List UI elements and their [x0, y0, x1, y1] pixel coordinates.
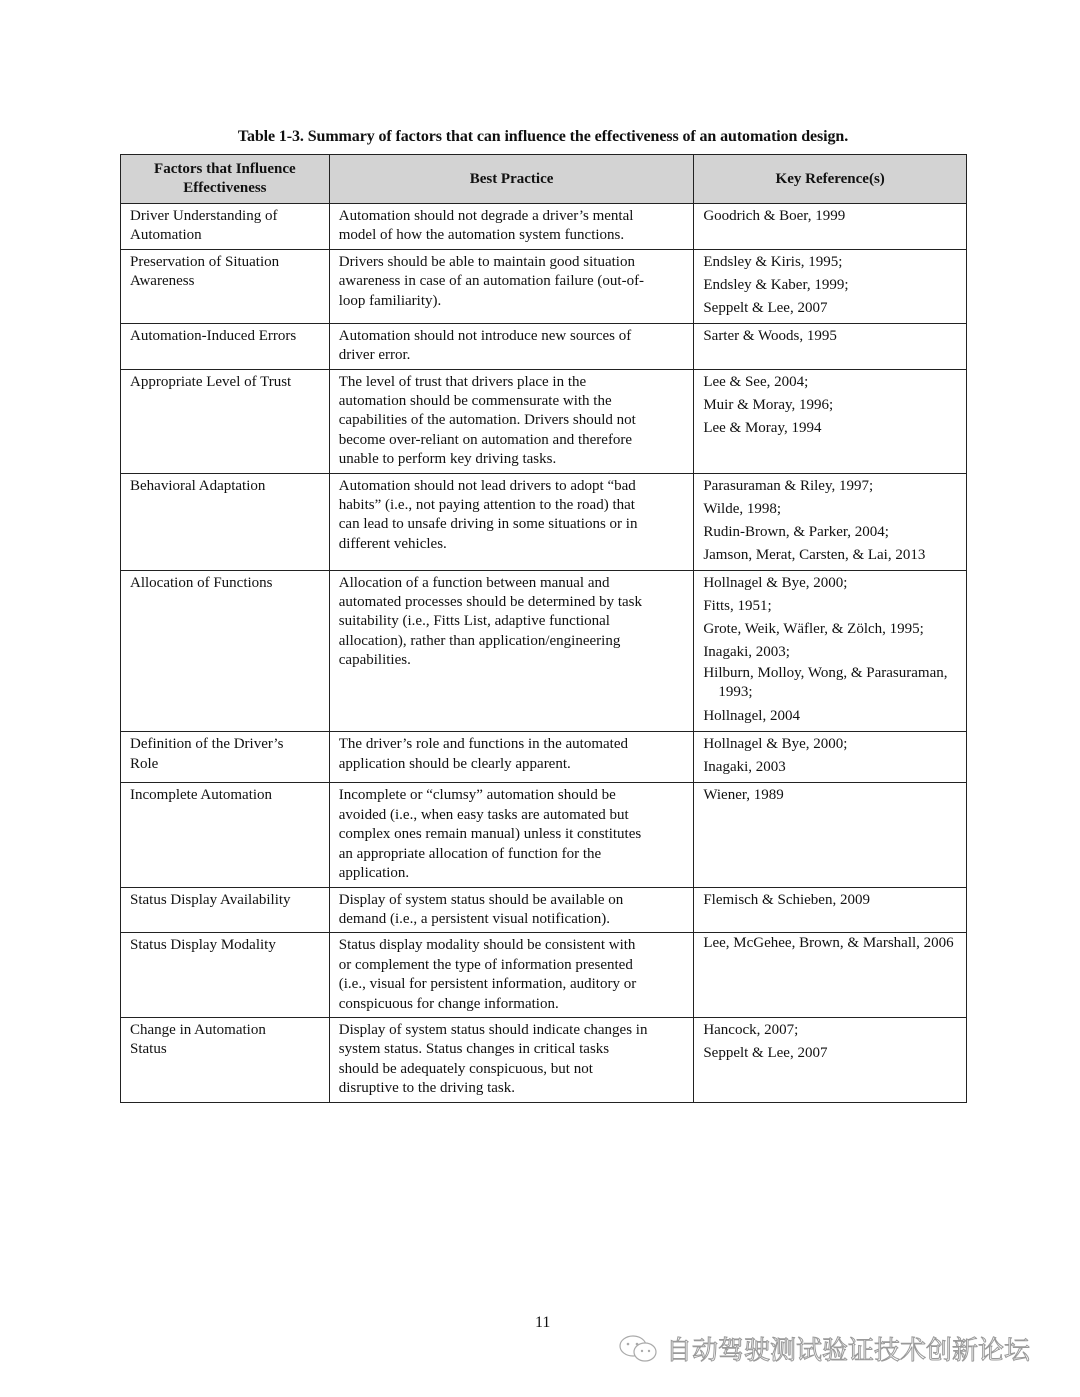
reference-item: Sarter & Woods, 1995 — [703, 327, 837, 344]
header-best-practice: Best Practice — [329, 155, 694, 204]
table-row — [121, 249, 967, 323]
table-row — [121, 1017, 967, 1102]
references-cell — [694, 473, 967, 570]
reference-item: Goodrich & Boer, 1999 — [703, 208, 846, 224]
reference-item: Jamson, Merat, Carsten, & Lai, 2013 — [703, 546, 926, 563]
watermark-text: 自动驾驶测试验证技术创新论坛 — [666, 1336, 1031, 1366]
references-cell — [694, 249, 967, 323]
factor-cell: Status Display Availability — [121, 887, 330, 933]
table-title: Table 1-3. Summary of factors that can influence the effectiveness of an automation design. — [237, 128, 849, 145]
reference-item: Hilburn, Molloy, Wong, & Parasuraman, 1993; — [703, 664, 948, 701]
reference-item: Wiener, 1989 — [703, 787, 784, 804]
best-practice-cell: Display of system status should indicate changes in system status. Status changes in critical tasks should be adequately conspicuous, but not disruptive to the driving task. — [329, 1017, 694, 1102]
reference-item: Seppelt & Lee, 2007 — [703, 299, 828, 316]
factor-cell: Behavioral Adaptation — [121, 473, 330, 570]
reference-item: Seppelt & Lee, 2007 — [703, 1044, 828, 1061]
table-row — [121, 323, 967, 369]
reference-item: Muir & Moray, 1996; — [703, 396, 834, 413]
factor-cell: Status Display Modality — [121, 933, 330, 1018]
reference-item: Endsley & Kaber, 1999; — [703, 276, 849, 293]
reference-item: Grote, Weik, Wäfler, & Zölch, 1995; — [703, 620, 924, 637]
reference-item: Hollnagel & Bye, 2000; — [703, 736, 848, 753]
best-practice-cell: Allocation of a function between manual and automated processes should be determined by task suitability (i.e., Fitts List, adaptive functional allocation), rather than application/engineering capabilities. — [329, 570, 694, 732]
reference-item: Wilde, 1998; — [703, 500, 782, 517]
references-cell — [694, 1017, 967, 1102]
references-cell — [694, 732, 967, 783]
header-key-references: Key Reference(s) — [694, 155, 967, 204]
best-practice-cell: Drivers should be able to maintain good situation awareness in case of an automation failure (out-of- loop familiarity). — [329, 249, 694, 323]
factor-cell: Automation-Induced Errors — [121, 323, 330, 369]
table-row — [121, 473, 967, 570]
reference-item: Rudin-Brown, & Parker, 2004; — [703, 523, 889, 540]
best-practice-cell: Incomplete or “clumsy” automation should be avoided (i.e., when easy tasks are automated but complex ones remain manual) unless it constitutes an appropriate allocation of function for the application. — [329, 783, 694, 887]
references-cell — [694, 783, 967, 887]
reference-item: Inagaki, 2003; — [703, 643, 790, 660]
reference-item: Lee, McGehee, Brown, & Marshall, 2006 — [703, 935, 954, 952]
references-cell — [694, 570, 967, 732]
references-cell — [694, 369, 967, 473]
best-practice-cell: Automation should not introduce new sources of driver error. — [329, 323, 694, 369]
reference-item: Fitts, 1951; — [703, 597, 772, 614]
table-row — [121, 204, 967, 250]
table-row — [121, 570, 967, 732]
best-practice-cell: Display of system status should be available on demand (i.e., a persistent visual notification). — [329, 887, 694, 933]
references-cell — [694, 323, 967, 369]
reference-item: Hollnagel & Bye, 2000; — [703, 574, 848, 591]
factors-table — [120, 154, 967, 1103]
page-number: 11 — [535, 1314, 551, 1331]
references-cell — [694, 887, 967, 933]
reference-item: Parasuraman & Riley, 1997; — [703, 477, 874, 494]
references-cell — [694, 204, 967, 250]
table-row — [121, 887, 967, 933]
best-practice-cell: Automation should not degrade a driver’s mental model of how the automation system functions. — [329, 204, 694, 250]
reference-item: Lee & Moray, 1994 — [703, 419, 822, 436]
factor-cell: Definition of the Driver’s Role — [121, 732, 330, 783]
reference-item: Lee & See, 2004; — [703, 373, 809, 390]
factor-cell: Change in Automation Status — [121, 1017, 330, 1102]
table-row — [121, 732, 967, 783]
reference-item: Hancock, 2007; — [703, 1021, 799, 1038]
factor-cell: Driver Understanding of Automation — [121, 204, 330, 250]
reference-item: Flemisch & Schieben, 2009 — [703, 891, 870, 908]
wechat-icon — [618, 1334, 660, 1364]
reference-item: Hollnagel, 2004 — [703, 708, 800, 725]
best-practice-cell: The level of trust that drivers place in the automation should be commensurate with the capabilities of the automation. Drivers should not become over-reliant on automation and therefore unable to perform key driving tasks. — [329, 369, 694, 473]
header-factors: Factors that Influence Effectiveness — [121, 155, 330, 204]
best-practice-cell: The driver’s role and functions in the automated application should be clearly apparent. — [329, 732, 694, 783]
reference-item: Inagaki, 2003 — [703, 759, 786, 776]
reference-item: Endsley & Kiris, 1995; — [703, 253, 843, 270]
factor-cell: Preservation of Situation Awareness — [121, 249, 330, 323]
best-practice-cell: Status display modality should be consistent with or complement the type of information presented (i.e., visual for persistent information, auditory or conspicuous for change information. — [329, 933, 694, 1018]
table-row — [121, 369, 967, 473]
factor-cell: Incomplete Automation — [121, 783, 330, 887]
watermark — [618, 1330, 1030, 1367]
table-row — [121, 783, 967, 887]
factor-cell: Appropriate Level of Trust — [121, 369, 330, 473]
table-row — [121, 933, 967, 1018]
table-header-row — [121, 155, 967, 204]
best-practice-cell: Automation should not lead drivers to adopt “bad habits” (i.e., not paying attention to the road) that can lead to unsafe driving in some situations or in different vehicles. — [329, 473, 694, 570]
references-cell — [694, 933, 967, 1018]
factor-cell: Allocation of Functions — [121, 570, 330, 732]
